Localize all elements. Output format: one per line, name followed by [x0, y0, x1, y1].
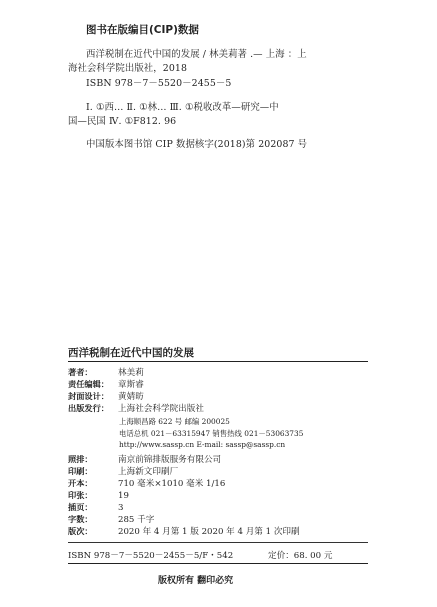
format-label: 开本：: [68, 478, 93, 488]
edition-value: 2020 年 4 月第 1 版 2020 年 4 月第 1 次印刷: [118, 527, 300, 537]
cip-line-4: Ⅰ. ①西… Ⅱ. ①林… Ⅲ. ①税收改革—研究—中: [86, 102, 279, 113]
edition-row: [68, 525, 300, 537]
title-divider: [68, 361, 368, 362]
words-row: [68, 513, 154, 525]
cip-line-2: 海社会科学院出版社，2018: [68, 63, 188, 74]
copyright-notice: 版权所有 翻印必究: [158, 576, 234, 586]
publisher-address: 上海顺昌路 622 号 邮编 200025: [119, 417, 230, 426]
editor-value: 章斯睿: [118, 380, 144, 390]
format-value: 710 毫米×1010 毫米 1/16: [118, 479, 226, 489]
words-value: 285 千字: [118, 515, 155, 525]
designer-row: [68, 390, 144, 402]
cip-line-1: 西洋税制在近代中国的发展 / 林美莉著 .— 上海 ：上: [86, 49, 307, 60]
plates-row: [68, 501, 123, 513]
designer-value: 黄婧昉: [118, 392, 144, 402]
cip-line-6: 中国版本图书馆 CIP 数据核字(2018)第 202087 号: [86, 139, 308, 150]
book-title: 西洋税制在近代中国的发展: [68, 347, 194, 359]
sheets-label: 印张：: [68, 490, 93, 500]
designer-label: 封面设计：: [68, 391, 109, 401]
cip-line-3: ISBN 978－7－5520－2455－5: [86, 78, 232, 89]
publisher-label: 出版发行：: [68, 403, 109, 413]
edition-label: 版次：: [68, 526, 93, 536]
print-row: [68, 465, 178, 477]
print-value: 上海新文印刷厂: [118, 467, 179, 477]
editor-label: 责任编辑：: [68, 379, 109, 389]
isbn-divider-bottom: [68, 563, 368, 564]
sheets-value: 19: [118, 491, 129, 501]
publisher-phone: 电话总机 021－63315947 销售热线 021－53063735: [119, 429, 304, 438]
author-label: 著者：: [68, 367, 93, 377]
print-label: 印刷：: [68, 466, 93, 476]
editor-row: [68, 378, 144, 390]
plates-value: 3: [118, 503, 124, 513]
isbn-divider-top: [68, 542, 368, 543]
author-value: 林美莉: [118, 368, 144, 378]
price: 定价：68. 00 元: [268, 551, 333, 561]
typeset-row: [68, 453, 221, 465]
words-label: 字数：: [68, 514, 93, 524]
isbn-code: ISBN 978－7－5520－2455－5/F・542: [68, 551, 234, 561]
publisher-value: 上海社会科学院出版社: [118, 404, 204, 414]
sheets-row: [68, 489, 129, 501]
cip-header: 图书在版编目(CIP)数据: [86, 24, 199, 36]
format-row: [68, 477, 225, 489]
author-row: [68, 366, 144, 378]
plates-label: 插页：: [68, 502, 93, 512]
cip-line-5: 国—民国 Ⅳ. ①F812. 96: [68, 116, 177, 127]
typeset-label: 照排：: [68, 454, 93, 464]
publisher-web: http://www.sassp.cn E-mail: sassp@sassp.cn: [119, 440, 286, 449]
typeset-value: 南京前锦排版服务有限公司: [118, 455, 222, 465]
publisher-row: [68, 402, 204, 414]
